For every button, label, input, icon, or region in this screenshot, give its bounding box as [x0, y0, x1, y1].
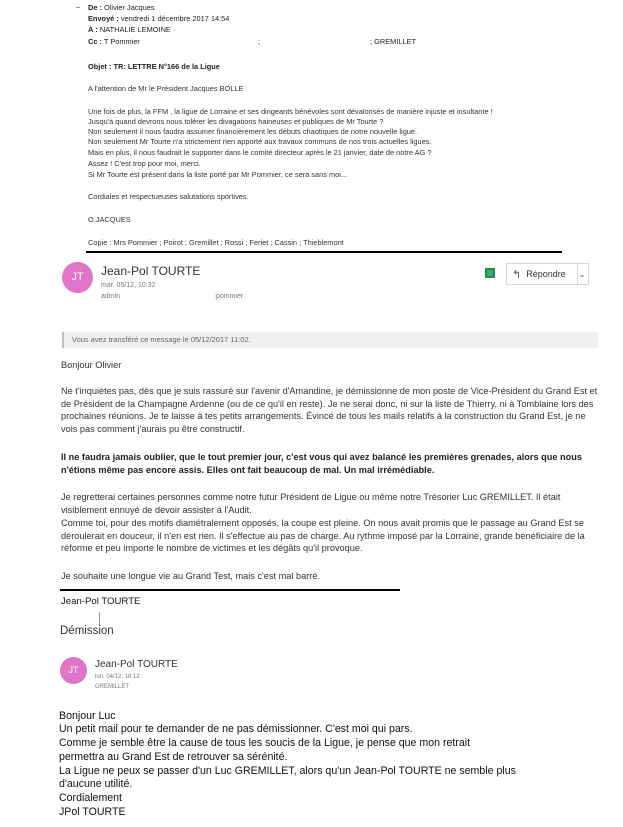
recipient-a: admin	[101, 293, 121, 300]
body-line: Comme je semble être la cause de tous les soucis de la Ligue, je pense que mon retrait	[59, 737, 471, 749]
divider	[60, 589, 400, 591]
recipient: GREMILLET	[95, 684, 130, 690]
body-line: Si Mr Tourte est présent dans la liste porté par Mr Pommier, ce sera sans moi...	[88, 170, 348, 179]
body-line: Jusqu'à quand devrons nous tolérer les divagations haineuses et publiques de Mr Tourte ?	[88, 117, 384, 126]
cc-label: Cc :	[88, 37, 102, 46]
closing-line: Cordiales et respectueuses salutations sportives.	[88, 192, 249, 201]
avatar: JT	[60, 657, 87, 684]
to-row	[88, 25, 175, 35]
paragraph: Je regretterai certaines personnes comme notre futur Président de Ligue ou même notre Trésorier Luc GREMILLET. Il était visiblement ennuyé de devoir assister à l'Audit.	[61, 492, 561, 515]
from-value: Olivier Jacques	[104, 3, 155, 12]
cc-row	[88, 37, 140, 47]
copy-line: Copie : Mrs Pommier ; Poirot ; Gremillet ; Rossi ; Feriet ; Cassin ; Thieblemont	[88, 238, 344, 247]
paragraph: Je souhaite une longue vie au Grand Test, mais c'est mal barré.	[61, 571, 320, 581]
body-line: Non seulement Mr Tourte n'a strictement rien apporté aux travaux communs de nos trois actuelles ligues.	[88, 137, 432, 146]
reply-signature: Jean-Pol TOURTE	[61, 596, 141, 607]
paragraph: Ne t'inquiètes pas, dès que je suis rassuré sur l'avenir d'Amandine, je démissionne de mon poste de Vice-Président du Grand Est et de Président de la Champagne Ardenne (ou de ce qu'il en reste). Je ne serai donc, ni sur la liste de Thierry, ni à Tomblaine lors des prochaines réunions. Je te laisse à tes petits arrangements. Évincé de tous les mails relatifs à la construction du Grand Est, je ne vois pas comment j'aurais pu être constructif.	[61, 386, 598, 434]
to-value: NATHALIE LEMOINE ·	[99, 25, 176, 34]
body-line: Assez ! C'est trop pour moi, merci.	[88, 159, 201, 168]
body-line: JPol TOURTE	[59, 806, 126, 818]
greeting: Bonjour Olivier	[61, 360, 122, 370]
body-line: permettra au Grand Est de retrouver sa sérénité.	[59, 751, 288, 763]
body-line: Une fois de plus, la FFM , la ligue de Lorraine et ses dirigeants bénévoles sont dévalorisés de manière injuste et insultante !	[88, 107, 493, 116]
body-line: Cordialement	[59, 792, 123, 804]
from-label: De :	[88, 3, 102, 12]
attention-line: A l'attention de Mr le Président Jacques BOLLE	[88, 84, 244, 93]
cc-separator: ;	[258, 37, 261, 46]
paragraph-bold: Il ne faudra jamais oublier, que le tout premier jour, c'est vous qui avez balancé les premières grenades, alors que nous n'étions même pas encore assis. Elles ont fait beaucoup de mal. Un mal irrémédiable.	[61, 452, 582, 475]
body-line: Mais en plus, il nous faudrait le supporter dans le comité directeur après le 21 janvier, date de notre AG ?	[88, 148, 432, 157]
body-line: d'aucune utilité.	[59, 778, 133, 790]
avatar: JT	[62, 262, 93, 293]
subject-value: TR: LETTRE N°166 de la Ligue	[113, 62, 220, 71]
from-row	[88, 3, 155, 13]
divider	[86, 251, 562, 253]
forwarded-notice: Vous avez transféré ce message le 05/12/2017 11:02.	[62, 332, 598, 348]
chevron-down-icon[interactable]: ⌄	[576, 263, 589, 285]
body-line: Non seulement il nous faudra assumer financièrement les débuts chaotiques de notre nouvelle ligue.	[88, 127, 418, 136]
body-line: La Ligue ne peux se passer d'un Luc GREMILLET, alors qu'un Jean-Pol TOURTE ne semble plus	[59, 765, 516, 777]
reply-button[interactable]	[506, 263, 578, 285]
cc-end: ; GREMILLET	[370, 37, 416, 46]
cursor-line	[99, 612, 100, 626]
subject-row	[88, 62, 220, 72]
recipient-b: :pommier	[214, 293, 244, 300]
message-subject: Démission	[60, 625, 114, 637]
forwarded-email	[0, 0, 623, 252]
bullet-dash: –	[76, 4, 80, 11]
reply-label: Répondre	[526, 269, 566, 279]
sender-name: Jean-Pol TOURTE	[95, 659, 178, 670]
paragraph: Comme toi, pour des motifs diamétralement opposés, la coupe est pleine. On nous avait promis que le passage au Grand Est se déroulerait en douceur, il n'en est rien. Il s'effectue au pas de charge. Au rythme imposé par la Lorraine, grande bénéficiaire de la réforme et peu importe le nombre de victimes et les dégâts qu'il provoque.	[61, 518, 585, 553]
reply-arrow-icon: ↰	[512, 268, 522, 281]
to-label: À :	[88, 25, 98, 34]
cc-value: T Pommier	[103, 37, 140, 46]
sent-row	[88, 14, 229, 24]
sent-value: vendredi 1 décembre 2017 14:54	[120, 14, 230, 23]
message-date: mar. 05/12, 10:32	[101, 282, 156, 289]
subject-label: Objet :	[88, 62, 112, 71]
message-date: lun. 04/12, 18:12	[95, 674, 140, 680]
body-line: Bonjour Luc	[59, 710, 116, 722]
sent-label: Envoyé :	[88, 14, 119, 23]
body-line: Un petit mail pour te demander de ne pas démissionner. C'est moi qui pars.	[59, 723, 413, 735]
excel-addin-icon[interactable]	[485, 268, 495, 278]
sender-name: Jean-Pol TOURTE	[101, 264, 201, 278]
signature-line: O.JACQUES	[88, 215, 131, 224]
